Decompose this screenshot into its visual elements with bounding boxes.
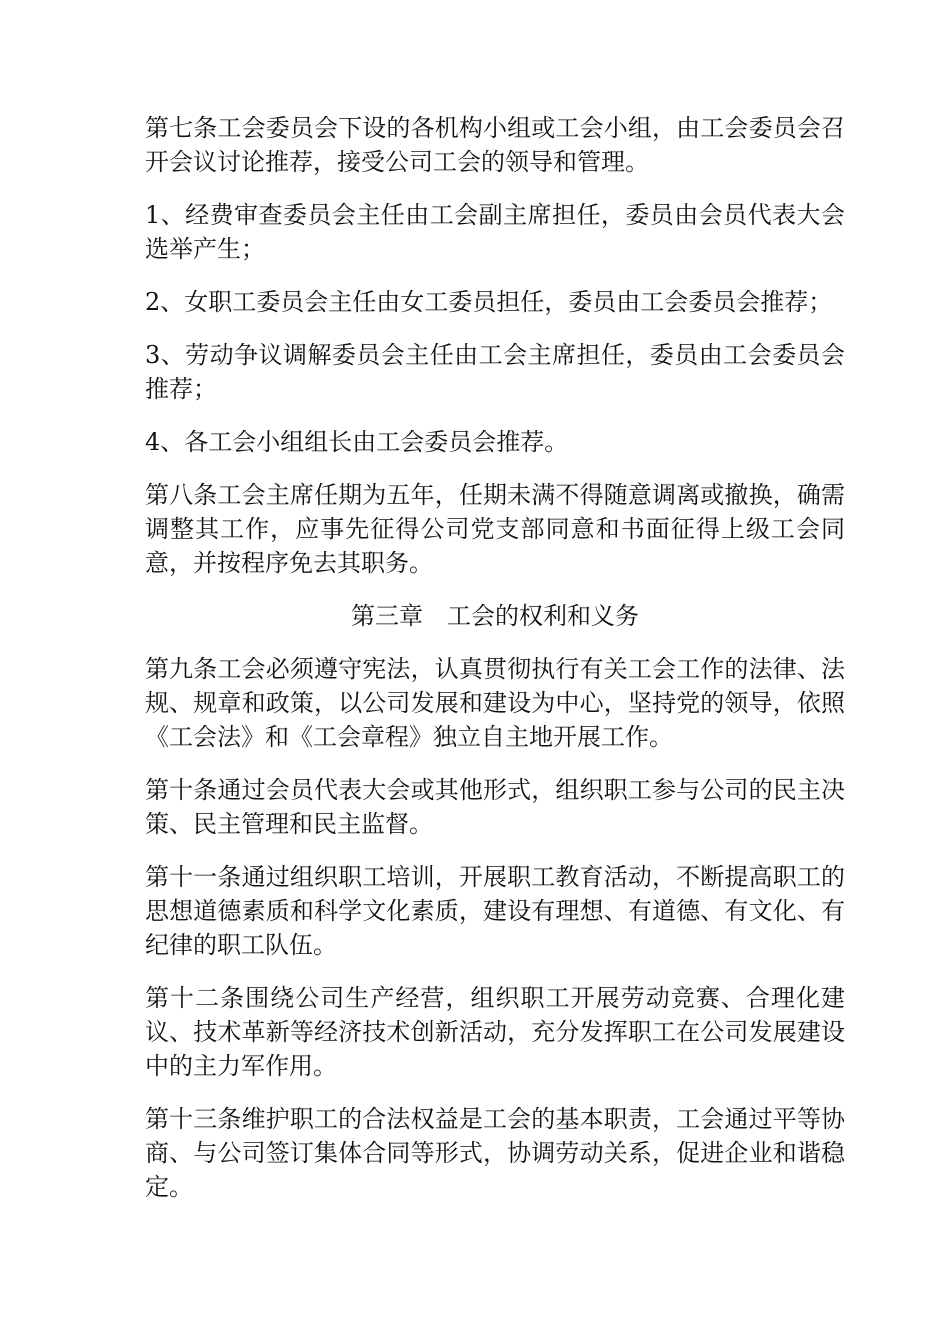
- article-8-paragraph: 第八条工会主席任期为五年，任期未满不得随意调离或撤换，确需调整其工作，应事先征得公司党支部同意和书面征得上级工会同意，并按程序免去其职务。: [145, 481, 845, 577]
- item-2-paragraph: 2、女职工委员会主任由女工委员担任，委员由工会委员会推荐；: [145, 288, 833, 316]
- item-3-paragraph: 3、劳动争议调解委员会主任由工会主席担任，委员由工会委员会推荐；: [145, 341, 845, 403]
- article-7-paragraph: 第七条工会委员会下设的各机构小组或工会小组，由工会委员会召开会议讨论推荐，接受公司工会的领导和管理。: [145, 114, 845, 176]
- item-4-paragraph: 4、各工会小组组长由工会委员会推荐。: [145, 428, 569, 456]
- article-13-paragraph: 第十三条维护职工的合法权益是工会的基本职责，工会通过平等协商、与公司签订集体合同等形式，协调劳动关系，促进企业和谐稳定。: [145, 1105, 845, 1201]
- chapter-heading: 第三章 工会的权利和义务: [351, 602, 639, 630]
- article-10-paragraph: 第十条通过会员代表大会或其他形式，组织职工参与公司的民主决策、民主管理和民主监督。: [145, 776, 845, 838]
- document-body: [145, 111, 845, 1223]
- article-9-paragraph: 第九条工会必须遵守宪法，认真贯彻执行有关工会工作的法律、法规、规章和政策，以公司发展和建设为中心，坚持党的领导，依照《工会法》和《工会章程》独立自主地开展工作。: [145, 655, 845, 751]
- article-11-paragraph: 第十一条通过组织职工培训，开展职工教育活动，不断提高职工的思想道德素质和科学文化素质，建设有理想、有道德、有文化、有纪律的职工队伍。: [145, 863, 845, 959]
- item-1-paragraph: 1、经费审查委员会主任由工会副主席担任，委员由会员代表大会选举产生；: [145, 201, 845, 263]
- article-12-paragraph: 第十二条围绕公司生产经营，组织职工开展劳动竞赛、合理化建议、技术革新等经济技术创新活动，充分发挥职工在公司发展建设中的主力军作用。: [145, 984, 845, 1080]
